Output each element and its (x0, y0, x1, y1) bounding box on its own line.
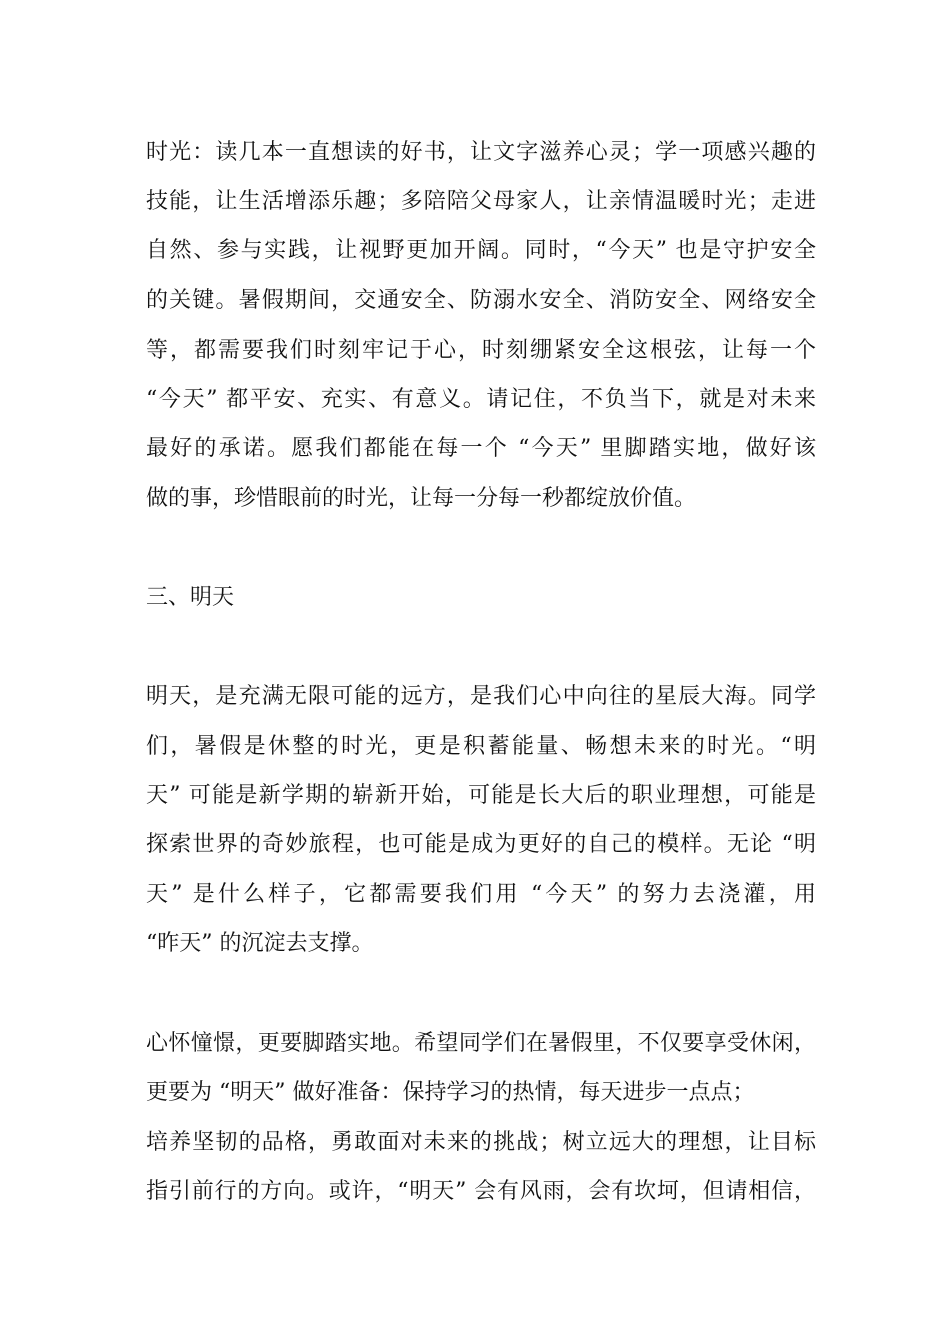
paragraph-2-line-5: 天” 是什么样子，它都需要我们用 “今天” 的努力去浇灌，用 (146, 882, 816, 907)
paragraph-1-line-6: “今天” 都平安、充实、有意义。请记住，不负当下，就是对未来 (146, 387, 816, 412)
paragraph-1-line-3: 自然、参与实践，让视野更加开阔。同时，“今天” 也是守护安全 (146, 238, 816, 263)
paragraph-1-line-7: 最好的承诺。愿我们都能在每一个 “今天” 里脚踏实地，做好该 (146, 436, 816, 461)
paragraph-2-line-2: 们，暑假是休整的时光，更是积蓄能量、畅想未来的时光。“明 (146, 734, 816, 759)
paragraph-3-line-3: 培养坚韧的品格，勇敢面对未来的挑战；树立远大的理想，让目标 (146, 1130, 816, 1155)
paragraph-3-line-2: 更要为 “明天” 做好准备：保持学习的热情，每天进步一点点； (146, 1080, 755, 1105)
paragraph-1-line-5: 等，都需要我们时刻牢记于心，时刻绷紧安全这根弦，让每一个 (146, 338, 816, 363)
paragraph-2-line-4: 探索世界的奇妙旅程，也可能是成为更好的自己的模样。无论 “明 (146, 832, 816, 857)
paragraph-1-line-8: 做的事，珍惜眼前的时光，让每一分每一秒都绽放价值。 (146, 486, 697, 511)
section-heading: 三、明天 (146, 585, 235, 610)
paragraph-1-line-2: 技能，让生活增添乐趣；多陪陪父母家人，让亲情温暖时光；走进 (146, 189, 816, 214)
paragraph-1-line-4: 的关键。暑假期间，交通安全、防溺水安全、消防安全、网络安全 (146, 288, 816, 313)
paragraph-3-line-4: 指引前行的方向。或许，“明天” 会有风雨，会有坎坷，但请相信， (146, 1179, 816, 1204)
paragraph-1-line-1: 时光：读几本一直想读的好书，让文字滋养心灵；学一项感兴趣的 (146, 140, 816, 165)
paragraph-2-line-6: “昨天” 的沉淀去支撑。 (146, 931, 374, 956)
paragraph-2-line-1: 明天，是充满无限可能的远方，是我们心中向往的星辰大海。同学 (146, 684, 816, 709)
paragraph-3-line-1: 心怀憧憬，更要脚踏实地。希望同学们在暑假里，不仅要享受休闲， (146, 1031, 816, 1056)
paragraph-2-line-3: 天” 可能是新学期的崭新开始，可能是长大后的职业理想，可能是 (146, 783, 816, 808)
